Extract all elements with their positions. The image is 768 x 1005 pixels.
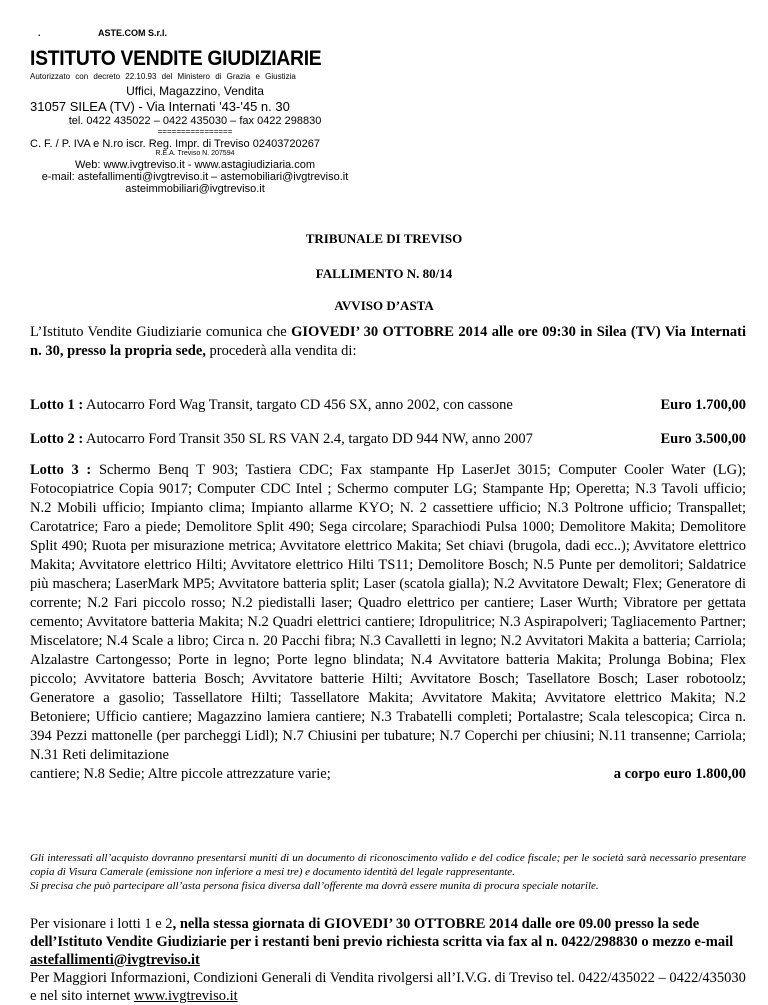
visit-paragraph xyxy=(30,915,746,1005)
letterhead-dot: . xyxy=(38,28,41,38)
info-text xyxy=(30,969,746,1005)
visit-text xyxy=(30,915,746,969)
lot-1 xyxy=(30,396,746,415)
tax-id-line: C. F. / P. IVA e N.ro iscr. Reg. Impr. di Treviso 02403720267 xyxy=(30,138,321,150)
note-proxy: Si precisa che può partecipare all’asta persona fisica diversa dall’offerente ma dovrà essere munita di procura speciale notarile. xyxy=(30,880,599,892)
email-line-2: asteimmobiliari@ivgtreviso.it xyxy=(125,183,265,195)
rea-line: R.E.A. Treviso N. 207594 xyxy=(155,150,235,157)
case-heading: FALLIMENTO N. 80/14 xyxy=(315,266,453,281)
note-requirements: Gli interessati all’acquisto dovranno presentarsi muniti di un documento di riconoscimento valido e del codice fiscale; per le società sarà necessario presentare copia di Visura Camerale (emissione non inferiore a mesi tre) e documento identità del legale rappresentante. xyxy=(30,852,746,878)
visit-details: , nella stessa giornata di GIOVEDI’ 30 OTTOBRE 2014 dalle ore 09.00 presso la sede dell’Istituto Vendite Giudiziarie per i restanti beni previo richiesta scritta via fax al n. 0422/298830 o mezzo e-mail xyxy=(30,916,734,950)
intro-date-location: GIOVEDI’ 30 OTTOBRE 2014 alle ore 09:30 in Silea (TV) Via Internati n. 30, presso la propria sede, xyxy=(30,324,746,359)
web-line: Web: www.ivgtreviso.it - www.astagiudiziaria.com xyxy=(74,159,316,171)
company-name: ASTE.COM S.r.l. xyxy=(98,28,168,38)
separator-line: ================ xyxy=(157,127,233,136)
intro-paragraph xyxy=(30,323,746,361)
intro-text-end: procederà alla vendita di: xyxy=(205,343,357,359)
lot-3 xyxy=(30,461,746,784)
lot-3-description-end: cantiere; N.8 Sedie; Altre piccole attrezzature varie; xyxy=(30,766,331,782)
authorization-line: Autorizzato con decreto 22.10.93 del Ministero di Grazia e Giustizia xyxy=(30,72,296,81)
website-link[interactable]: www.ivgtreviso.it xyxy=(133,988,238,1004)
offices-line: Uffici, Magazzino, Vendita xyxy=(126,84,264,98)
lot-1-description: Autocarro Ford Wag Transit, targato CD 456 SX, anno 2002, con cassone xyxy=(83,397,513,413)
phone-line: tel. 0422 435022 – 0422 435030 – fax 0422 298830 xyxy=(68,115,322,127)
lot-3-description: Schermo Benq T 903; Tastiera CDC; Fax stampante Hp LaserJet 3015; Computer Cooler Water (LG); Fotocopiatrice Copia 9017; Computer CDC Intel ; Schermo computer LG; Stampante Hp; Operetta; N.3 Tavoli ufficio; N.2 Mobili ufficio; Impianto clima; Impianto allarme KYO; N. 2 cassettiere ufficio; N.3 Poltrone ufficio; Transpallet; Carotatrice; Faro a piede; Demolitore Split 490; Sega circolare; Sparachiodi Pulsa 1000; Demolitore Makita; Demolitore Split 490; Ruota per misurazione metrica; Avvitatore elettrico Makita; Set chiavi (brugola, dadi ecc..); Avvitatore elettrico Makita; Avvitatore elettrico Hilti; Avvitatore elettrico Hilti TS11; Demolitore Bosch; N.5 Punte per demolitori; Saldatrice più maschera; LaserMark MP5; Avvitatore batteria split; Laser (scatola gialla); N.2 Avvitatore Dewalt; Flex; Generatore di corrente; N.2 Fari piccolo rosso; N.2 piedistalli laser; Quadro elettrico per cantiere; Laser Wurth; Vibratore per gettata cemento; Avvitatore batteria Makita; N.2 Quadri elettrici cantiere; Idropulitrice; N.3 Aspirapolveri; Tagliacemento Partner; Miscelatore; N.4 Scale a libro; Circa n. 20 Pacchi fibra; N.3 Cavalletti in legno; N.2 Avvitatori Makita a batteria; Carriola; Alzalastre Cartongesso; Porte in legno; Porte legno blindata; N.4 Avvitatore batteria Makita; Prolunga Bobina; Flex piccolo; Avvitatore batteria Bosch; Avvitatore batterie Hilti; Avvitatore Bosch; Tasellatore Bosch; Laser robotoolz; Generatore a gasolio; Tassellatore Hilti; Tassellatore Makita; Avvitatore Makita; Avvitatore elettrico Makita; N.2 Betoniere; Ufficio cantiere; Magazzino lamiera cantiere; N.3 Trabatelli completi; Portalastre; Scala telescopica; Circa n. 394 Pezzi mattonelle (per parcheggi Lidl); N.7 Chiusini per tubature; N.7 Coperchi per chiusini; N.11 transenne; Carriola; N.31 Reti delimitazione xyxy=(30,462,746,763)
visit-lots: Per visionare i lotti 1 e 2 xyxy=(30,916,173,932)
lot-2-description: Autocarro Ford Transit 350 SL RS VAN 2.4, targato DD 944 NW, anno 2007 xyxy=(83,431,533,447)
lot-2 xyxy=(30,430,746,449)
lot-3-price: a corpo euro 1.800,00 xyxy=(613,766,746,782)
letterhead-top-line xyxy=(38,28,370,38)
intro-text: L’Istituto Vendite Giudiziarie comunica che xyxy=(30,324,292,340)
lot-3-last-line xyxy=(30,765,746,784)
email-link[interactable]: astefallimenti@ivgtreviso.it xyxy=(30,952,200,968)
lot-3-label: Lotto 3 : xyxy=(30,462,92,478)
participation-note xyxy=(30,851,746,893)
institute-title: ISTITUTO VENDITE GIUDIZIARIE xyxy=(30,47,322,70)
lot-1-label: Lotto 1 : xyxy=(30,397,84,413)
letterhead-contact-block xyxy=(30,84,360,195)
address-line: 31057 SILEA (TV) - Via Internati '43-'45 n. 30 xyxy=(30,99,290,114)
notice-heading: AVVISO D’ASTA xyxy=(334,298,434,313)
info-details: Per Maggiori Informazioni, Condizioni Generali di Vendita rivolgersi all’I.V.G. di Treviso tel. 0422/435022 – 0422/435030 e nel sito internet xyxy=(30,970,746,1004)
lot-2-price: Euro 3.500,00 xyxy=(660,431,746,447)
email-line-1: e-mail: astefallimenti@ivgtreviso.it – astemobiliari@ivgtreviso.it xyxy=(41,171,349,183)
lot-2-label: Lotto 2 : xyxy=(30,431,84,447)
lot-1-price: Euro 1.700,00 xyxy=(660,397,746,413)
court-heading: TRIBUNALE DI TREVISO xyxy=(305,231,463,246)
letterhead xyxy=(30,28,370,195)
